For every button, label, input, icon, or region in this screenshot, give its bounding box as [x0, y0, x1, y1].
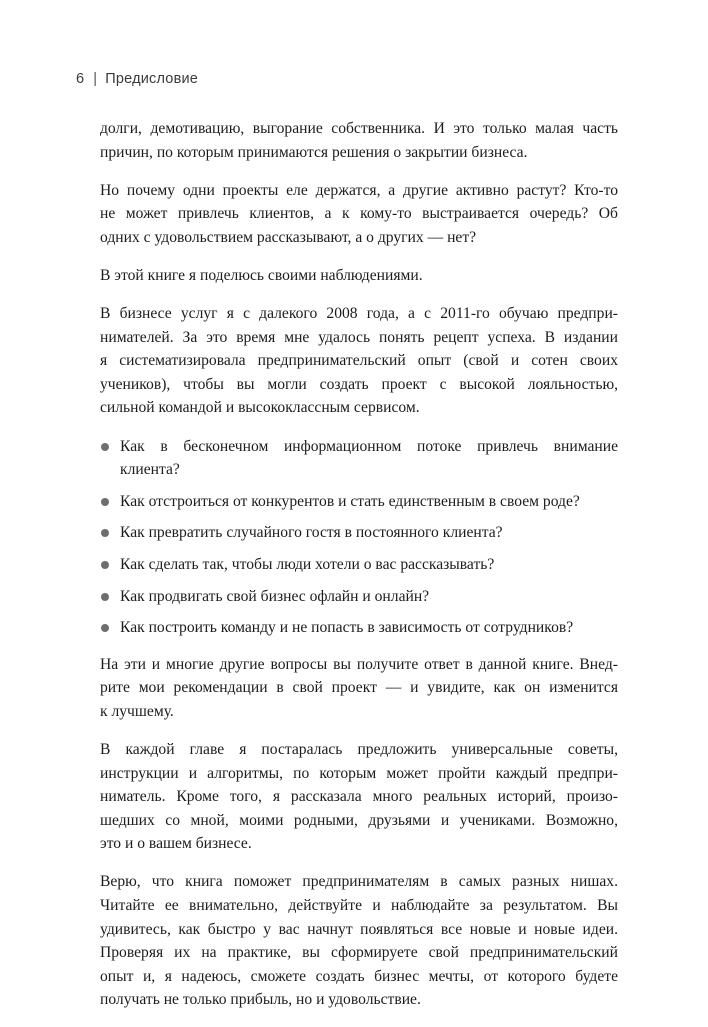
body-text — [100, 117, 618, 1027]
bullet-icon — [101, 498, 109, 506]
list-item — [100, 521, 618, 545]
text-line: Проверяя их на практике, вы сформируете свой предпринимательский — [100, 944, 618, 962]
text-line: На эти и многие другие вопросы вы получите ответ в данной книге. Внед- — [100, 655, 618, 673]
list-item — [100, 435, 618, 482]
text-line: Как отстроиться от конкурентов и стать единственным в своем роде? — [120, 492, 580, 510]
list-item — [100, 616, 618, 640]
text-line: шедших со мной, моими родными, друзьями и учениками. Возможно, — [100, 811, 618, 829]
bullet-icon — [101, 443, 109, 451]
text-line: рите мои рекомендации в свой проект — и увидите, как он изменится — [100, 679, 618, 697]
text-line: Как в бесконечном информационном потоке привлечь внимание — [120, 437, 618, 455]
text-line: Но почему одни проекты еле держатся, а другие активно растут? Кто-то — [100, 181, 618, 199]
bullet-icon — [101, 561, 109, 569]
paragraph — [100, 738, 618, 856]
bullet-icon — [101, 529, 109, 537]
paragraph — [100, 653, 618, 724]
text-line: клиента? — [120, 461, 180, 479]
text-line: Как продвигать свой бизнес офлайн и онлайн? — [120, 587, 430, 605]
text-line: долги, демотивацию, выгорание собственника. И это только малая часть — [100, 120, 618, 137]
bullet-icon — [101, 593, 109, 601]
text-line: сильной командой и высококлассным сервисом. — [100, 399, 420, 417]
text-line: это и о вашем бизнесе. — [100, 835, 252, 853]
text-line: Как превратить случайного гостя в постоянного клиента? — [120, 524, 503, 542]
text-line: Верю, что книга поможет предпринимателям в самых разных нишах. — [100, 873, 618, 891]
list-item — [100, 490, 618, 514]
text-line: одних с удовольствием рассказывают, а о других — нет? — [100, 228, 477, 246]
page-number: 6 — [76, 71, 85, 87]
header-separator: | — [93, 71, 98, 87]
text-line: инструкции и алгоритмы, по которым может пройти каждый предпри- — [100, 764, 618, 782]
paragraph — [100, 264, 618, 288]
question-list — [100, 435, 618, 640]
text-line: опыт и, я надеюсь, сможете создать бизнес мечты, от которого будете — [100, 967, 618, 985]
running-head — [76, 71, 198, 87]
text-line: учеников), чтобы вы могли создать проект с высокой лояльностью, — [100, 375, 618, 393]
section-title: Предисловие — [105, 71, 199, 87]
paragraph — [100, 870, 618, 1012]
list-item — [100, 553, 618, 577]
text-line: я систематизировала предпринимательский опыт (свой и сотен своих — [100, 352, 618, 370]
list-item — [100, 585, 618, 609]
paragraph — [100, 179, 618, 250]
text-line: В этой книге я поделюсь своими наблюдениями. — [100, 266, 423, 284]
text-line: удивитесь, как быстро у вас начнут появляться все новые и новые идеи. — [100, 920, 618, 938]
text-line: В бизнесе услуг я с далекого 2008 года, а с 2011-го обучаю предпри- — [100, 305, 618, 323]
text-line: В каждой главе я постаралась предложить универсальные советы, — [100, 740, 618, 758]
paragraph — [100, 302, 618, 420]
text-line: нимателей. За это время мне удалось понять рецепт успеха. В издании — [100, 328, 618, 346]
text-line: Читайте ее внимательно, действуйте и наблюдайте за результатом. Вы — [100, 897, 618, 915]
paragraph — [100, 117, 618, 164]
bullet-icon — [101, 624, 109, 632]
text-line: Как сделать так, чтобы люди хотели о вас рассказывать? — [120, 555, 495, 573]
text-line: ниматель. Кроме того, я рассказала много реальных историй, произо- — [100, 788, 618, 806]
text-line: Как построить команду и не попасть в зависимость от сотрудников? — [120, 619, 574, 637]
text-line: причин, по которым принимаются решения о закрытии бизнеса. — [100, 143, 528, 161]
text-line: не может привлечь клиентов, а к кому-то выстраивается очередь? Об — [100, 205, 618, 223]
text-line: к лучшему. — [100, 702, 174, 720]
text-line: получать не только прибыль, но и удовольствие. — [100, 991, 421, 1009]
